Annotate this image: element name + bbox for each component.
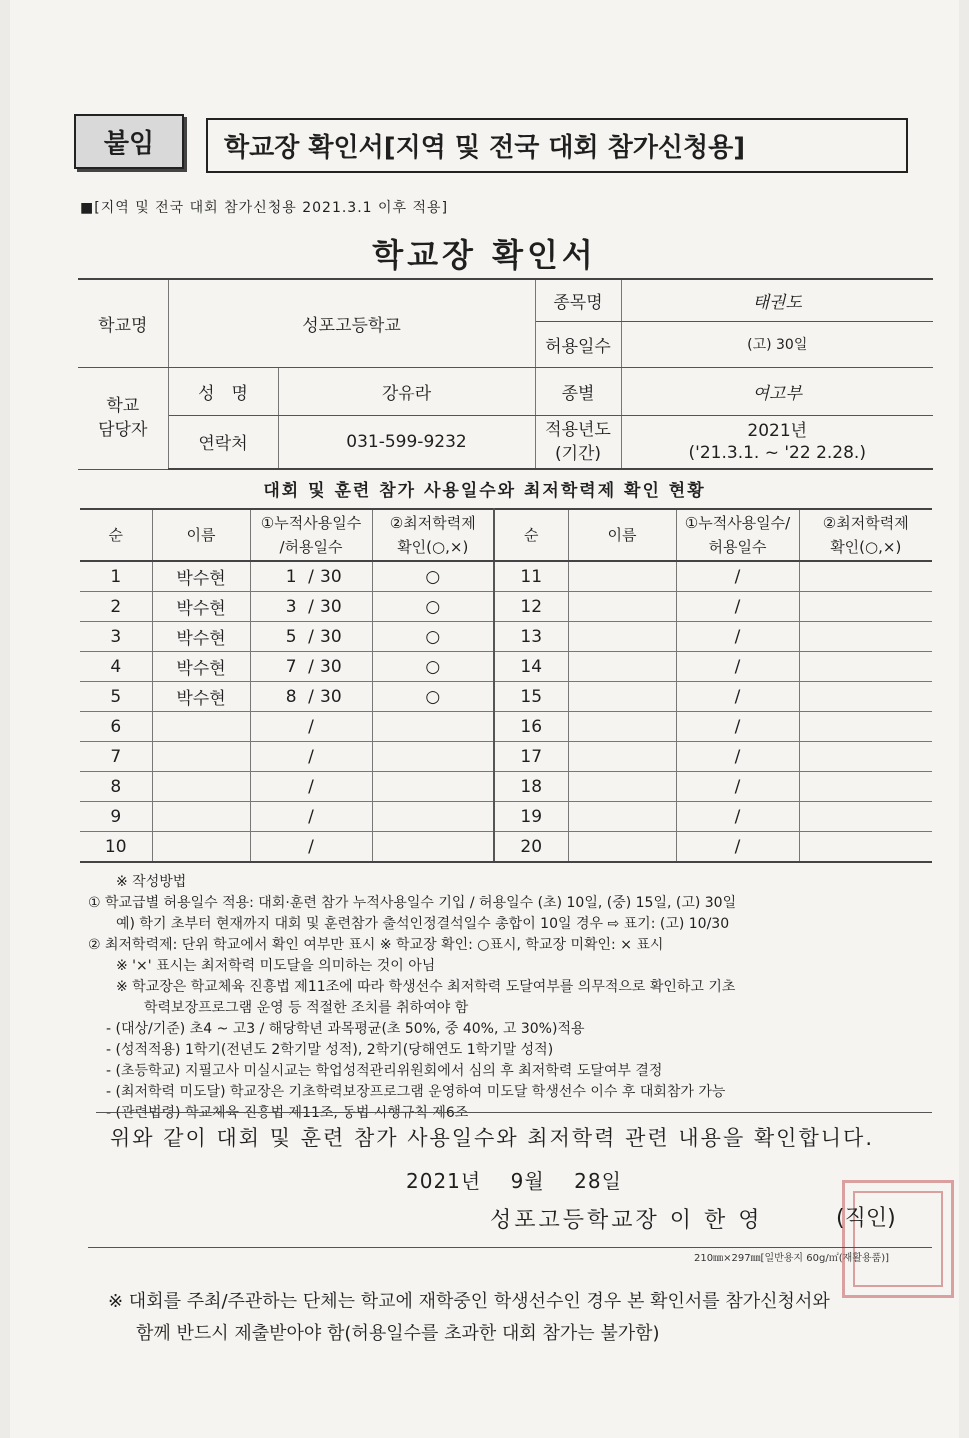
row-name <box>568 832 676 863</box>
row-days <box>676 561 799 592</box>
seal-mark: (직인) <box>836 1206 896 1231</box>
instruction-line: ※ '×' 표시는 최저학력 미도달을 의미하는 것이 아님 <box>116 958 436 974</box>
row-name <box>152 742 250 772</box>
slash: / <box>308 566 314 587</box>
col-name-right: 이름 <box>568 509 676 561</box>
row-check <box>372 832 494 863</box>
table-row <box>80 742 932 772</box>
row-no: 12 <box>494 592 568 622</box>
row-days <box>250 742 372 772</box>
sport-label: 종목명 <box>535 279 621 321</box>
row-name <box>152 712 250 742</box>
row-name <box>568 561 676 592</box>
school-info-table <box>78 278 933 470</box>
slash: / <box>308 626 314 647</box>
row-days <box>676 832 799 863</box>
row-name <box>568 652 676 682</box>
instruction-line: - (최저학력 미도달) 학교장은 기초학력보장프로그램 운영하여 미도달 학생선수 이수 후 대회참가 가능 <box>106 1084 726 1100</box>
row-check <box>799 802 932 832</box>
row-check <box>799 652 932 682</box>
row-name: 박수현 <box>152 622 250 652</box>
allowed-days: 30 <box>320 596 342 617</box>
row-no: 6 <box>80 712 152 742</box>
instruction-line: - (성적적용) 1학기(전년도 2학기말 성적), 2학기(당해연도 1학기말 성적) <box>106 1042 554 1058</box>
slash: / <box>734 626 741 647</box>
slash: / <box>734 686 741 707</box>
row-check <box>372 802 494 832</box>
footnote-line: 함께 반드시 제출받아야 함(허용일수를 초과한 대회 참가는 불가함) <box>136 1323 660 1344</box>
row-check <box>799 682 932 712</box>
row-no: 7 <box>80 742 152 772</box>
row-name: 박수현 <box>152 561 250 592</box>
row-name <box>568 592 676 622</box>
row-days <box>250 712 372 742</box>
row-check <box>799 561 932 592</box>
instruction-line: - (초등학교) 지필고사 미실시교는 학업성적관리위원회에서 심의 후 최저학력 도달여부 결정 <box>106 1063 663 1079</box>
slash: / <box>734 596 741 617</box>
header-title: 학교장 확인서[지역 및 전국 대회 참가신청용] <box>206 118 908 173</box>
table-row <box>80 652 932 682</box>
row-days <box>250 592 372 622</box>
year-cell <box>621 415 933 469</box>
table-row <box>80 772 932 802</box>
table-row <box>80 592 932 622</box>
contact-value: 031-599-9232 <box>278 415 535 469</box>
divider <box>96 1112 932 1113</box>
official-seal-stamp <box>842 1180 954 1298</box>
year-value: 2021년 <box>747 420 808 441</box>
instruction-line: - (관련법령) 학교체육 진흥법 제11조, 동법 시행규칙 제6조 <box>106 1105 469 1121</box>
applicability-note: ■[지역 및 전국 대회 참가신청용 2021.3.1 이후 적용] <box>80 200 449 216</box>
slash: / <box>734 716 741 737</box>
col-days-left: ①누적사용일수 /허용일수 <box>250 509 372 561</box>
slash: / <box>308 836 314 857</box>
row-no: 14 <box>494 652 568 682</box>
row-no: 18 <box>494 772 568 802</box>
used-days: 7 <box>285 656 297 677</box>
row-days <box>250 622 372 652</box>
row-days <box>250 772 372 802</box>
slash: / <box>308 656 314 677</box>
used-days: 8 <box>285 686 297 707</box>
row-name: 박수현 <box>152 682 250 712</box>
name-label: 성 명 <box>168 367 278 415</box>
date-day: 28일 <box>574 1169 622 1193</box>
writing-instructions <box>88 872 938 1124</box>
row-days <box>676 682 799 712</box>
row-check: ○ <box>372 561 494 592</box>
row-name: 박수현 <box>152 652 250 682</box>
row-no: 5 <box>80 682 152 712</box>
footnote-line: ※ 대회를 주최/주관하는 단체는 학교에 재학중인 학생선수인 경우 본 확인서를 참가신청서와 <box>108 1291 830 1312</box>
row-days <box>250 832 372 863</box>
table-row <box>80 802 932 832</box>
instruction-line: ② 최저학력제: 단위 학교에서 확인 여부만 표시 ※ 학교장 확인: ○표시, 학교장 미확인: × 표시 <box>88 937 664 953</box>
row-days <box>676 712 799 742</box>
category-value: 여고부 <box>621 367 933 415</box>
row-no: 4 <box>80 652 152 682</box>
row-days <box>676 592 799 622</box>
row-check <box>799 742 932 772</box>
used-days: 5 <box>285 626 297 647</box>
slash: / <box>308 746 314 767</box>
table-row <box>80 682 932 712</box>
slash: / <box>308 776 314 797</box>
row-check <box>799 622 932 652</box>
col-check-left: ②최저학력제 확인(○,×) <box>372 509 494 561</box>
date-year: 2021년 <box>406 1169 482 1193</box>
slash: / <box>734 776 741 797</box>
row-name <box>568 682 676 712</box>
slash: / <box>734 806 741 827</box>
divider <box>88 1247 932 1248</box>
allowed-days: 30 <box>320 626 342 647</box>
slash: / <box>734 656 741 677</box>
document-title: 학교장 확인서 <box>372 236 597 274</box>
row-no: 9 <box>80 802 152 832</box>
row-name <box>568 742 676 772</box>
row-days <box>676 772 799 802</box>
school-label: 학교명 <box>78 279 168 367</box>
instruction-line: 예) 학기 초부터 현재까지 대회 및 훈련참가 출석인정결석일수 총합이 10일 경우 ⇨ 표기: (고) 10/30 <box>116 916 730 932</box>
row-days <box>250 802 372 832</box>
slash: / <box>734 746 741 767</box>
col-no-right: 순 <box>494 509 568 561</box>
row-check <box>799 772 932 802</box>
row-days <box>676 742 799 772</box>
table-row <box>80 832 932 863</box>
allowed-days-label: 허용일수 <box>535 321 621 367</box>
paper-spec: 210㎜×297㎜[일반용지 60g/㎡(재활용품)] <box>694 1253 890 1264</box>
row-name <box>152 772 250 802</box>
instruction-line: ※ 학교장은 학교체육 진흥법 제11조에 따라 학생선수 최저학력 도달여부를 의무적으로 확인하고 기초 <box>116 979 736 995</box>
row-check <box>799 712 932 742</box>
used-days: 3 <box>285 596 297 617</box>
col-name-left: 이름 <box>152 509 250 561</box>
contact-label: 연락처 <box>168 415 278 469</box>
row-check: ○ <box>372 592 494 622</box>
table-row <box>80 561 932 592</box>
row-no: 8 <box>80 772 152 802</box>
row-name <box>152 832 250 863</box>
allowed-days-value: (고) 30일 <box>621 321 933 367</box>
row-name <box>568 622 676 652</box>
table-row <box>80 622 932 652</box>
row-days <box>676 802 799 832</box>
row-name <box>568 772 676 802</box>
row-name <box>568 802 676 832</box>
period-value: ('21.3.1. ~ '22 2.28.) <box>688 442 866 463</box>
row-check: ○ <box>372 652 494 682</box>
col-no-left: 순 <box>80 509 152 561</box>
row-days <box>676 622 799 652</box>
row-no: 10 <box>80 832 152 863</box>
allowed-days: 30 <box>320 566 342 587</box>
participation-table <box>80 508 932 863</box>
row-days <box>250 652 372 682</box>
row-no: 2 <box>80 592 152 622</box>
slash: / <box>308 596 314 617</box>
row-days <box>250 682 372 712</box>
row-days <box>676 652 799 682</box>
table-row <box>80 712 932 742</box>
name-value: 강유라 <box>278 367 535 415</box>
row-check <box>372 772 494 802</box>
manager-label: 학교 담당자 <box>78 367 168 469</box>
instruction-line: ※ 작성방법 <box>116 874 187 890</box>
sport-value: 태권도 <box>621 279 933 321</box>
row-check: ○ <box>372 622 494 652</box>
row-days <box>250 561 372 592</box>
row-check <box>372 712 494 742</box>
row-no: 1 <box>80 561 152 592</box>
category-label: 종별 <box>535 367 621 415</box>
slash: / <box>734 566 741 587</box>
row-no: 13 <box>494 622 568 652</box>
used-days: 1 <box>285 566 297 587</box>
row-no: 17 <box>494 742 568 772</box>
row-name: 박수현 <box>152 592 250 622</box>
row-no: 19 <box>494 802 568 832</box>
attachment-tag: 붙임 <box>74 114 184 169</box>
section-title: 대회 및 훈련 참가 사용일수와 최저학력제 확인 현황 <box>263 481 706 501</box>
allowed-days: 30 <box>320 686 342 707</box>
row-name <box>568 712 676 742</box>
row-no: 15 <box>494 682 568 712</box>
row-check: ○ <box>372 682 494 712</box>
col-check-right: ②최저학력제 확인(○,×) <box>799 509 932 561</box>
instruction-line: ① 학교급별 허용일수 적용: 대회·훈련 참가 누적사용일수 기입 / 허용일수 (초) 10일, (중) 15일, (고) 30일 <box>88 895 737 911</box>
principal-signature: 성포고등학교장 이 한 영 <box>490 1208 763 1233</box>
col-days-right: ①누적사용일수/ 허용일수 <box>676 509 799 561</box>
school-value: 성포고등학교 <box>168 279 535 367</box>
row-name <box>152 802 250 832</box>
slash: / <box>308 686 314 707</box>
row-no: 11 <box>494 561 568 592</box>
footnote <box>108 1286 830 1350</box>
row-check <box>799 832 932 863</box>
row-check <box>372 742 494 772</box>
row-check <box>799 592 932 622</box>
instruction-line: - (대상/기준) 초4 ~ 고3 / 해당학년 과목평균(초 50%, 중 40%, 고 30%)적용 <box>106 1021 585 1037</box>
allowed-days: 30 <box>320 656 342 677</box>
row-no: 20 <box>494 832 568 863</box>
issue-date <box>406 1165 622 1194</box>
confirmation-statement: 위와 같이 대회 및 훈련 참가 사용일수와 최저학력 관련 내용을 확인합니다. <box>110 1126 875 1150</box>
slash: / <box>734 836 741 857</box>
slash: / <box>308 716 314 737</box>
row-no: 3 <box>80 622 152 652</box>
instruction-line: 학력보장프로그램 운영 등 적절한 조치를 취하여야 함 <box>144 1000 469 1016</box>
date-month: 9월 <box>510 1169 545 1193</box>
slash: / <box>308 806 314 827</box>
year-label: 적용년도 (기간) <box>535 415 621 469</box>
row-no: 16 <box>494 712 568 742</box>
